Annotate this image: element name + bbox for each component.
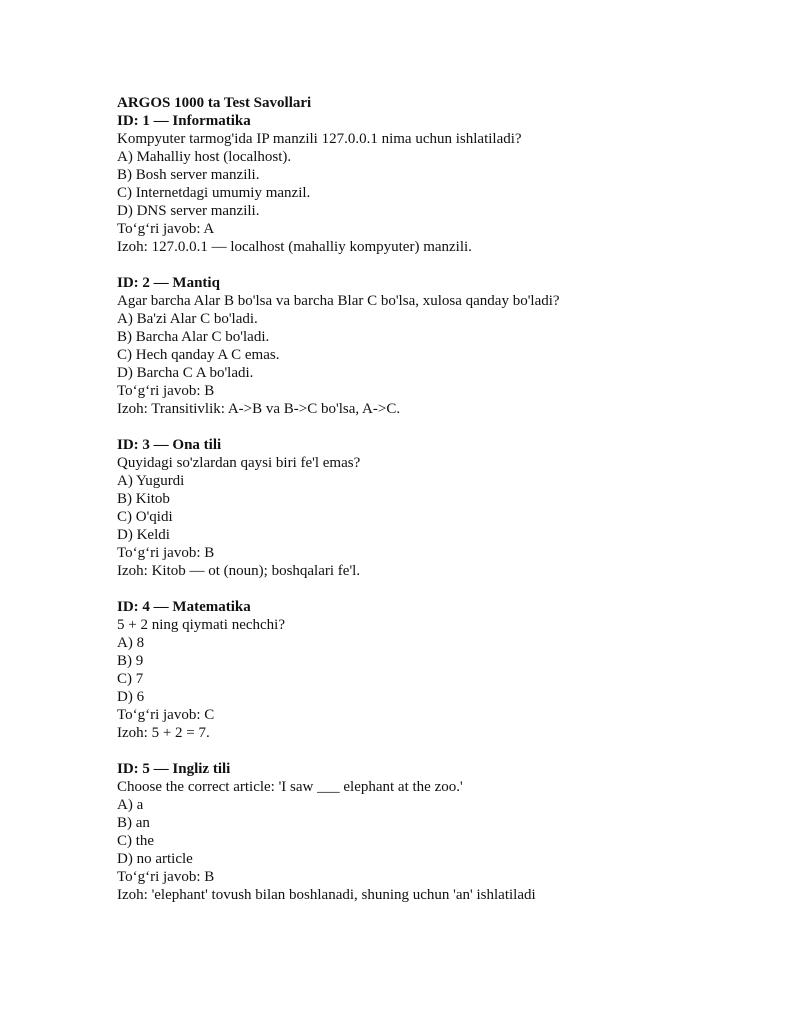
explanation: Izoh: 5 + 2 = 7. xyxy=(117,725,210,741)
document-page xyxy=(117,94,757,904)
option-d: D) DNS server manzili. xyxy=(117,203,260,219)
correct-answer: To‘g‘ri javob: B xyxy=(117,383,215,399)
explanation: Izoh: 'elephant' tovush bilan boshlanadi, shuning uchun 'an' ishlatiladi xyxy=(117,887,536,903)
document-title: ARGOS 1000 ta Test Savollari xyxy=(117,95,312,111)
option-b: B) Barcha Alar C bo'ladi. xyxy=(117,329,270,345)
question-text: 5 + 2 ning qiymati nechchi? xyxy=(117,617,286,633)
question-block-3 xyxy=(117,436,757,580)
question-heading: ID: 1 — Informatika xyxy=(117,113,251,129)
explanation: Izoh: Kitob — ot (noun); boshqalari fe'l. xyxy=(117,563,361,579)
question-block-4 xyxy=(117,598,757,742)
explanation: Izoh: 127.0.0.1 — localhost (mahalliy kompyuter) manzili. xyxy=(117,239,472,255)
question-text: Choose the correct article: 'I saw ___ elephant at the zoo.' xyxy=(117,779,463,795)
option-a: A) 8 xyxy=(117,635,145,651)
question-block-2 xyxy=(117,274,757,418)
option-a: A) Mahalliy host (localhost). xyxy=(117,149,292,165)
block-spacer xyxy=(117,256,757,274)
option-a: A) a xyxy=(117,797,144,813)
option-c: C) Hech qanday A C emas. xyxy=(117,347,280,363)
correct-answer: To‘g‘ri javob: B xyxy=(117,869,215,885)
question-heading: ID: 4 — Matematika xyxy=(117,599,251,615)
option-b: B) 9 xyxy=(117,653,144,669)
question-heading: ID: 5 — Ingliz tili xyxy=(117,761,231,777)
option-a: A) Ba'zi Alar C bo'ladi. xyxy=(117,311,258,327)
block-spacer xyxy=(117,418,757,436)
question-block-5 xyxy=(117,760,757,904)
question-heading: ID: 2 — Mantiq xyxy=(117,275,220,291)
block-spacer xyxy=(117,742,757,760)
option-a: A) Yugurdi xyxy=(117,473,185,489)
option-b: B) Bosh server manzili. xyxy=(117,167,260,183)
option-d: D) Barcha C A bo'ladi. xyxy=(117,365,254,381)
option-c: C) the xyxy=(117,833,155,849)
option-d: D) Keldi xyxy=(117,527,170,543)
option-d: D) 6 xyxy=(117,689,145,705)
option-c: C) Internetdagi umumiy manzil. xyxy=(117,185,311,201)
option-c: C) 7 xyxy=(117,671,144,687)
question-text: Kompyuter tarmog'ida IP manzili 127.0.0.1 nima uchun ishlatiladi? xyxy=(117,131,522,147)
correct-answer: To‘g‘ri javob: A xyxy=(117,221,215,237)
option-c: C) O'qidi xyxy=(117,509,173,525)
explanation: Izoh: Transitivlik: A->B va B->C bo'lsa, A->C. xyxy=(117,401,401,417)
question-block-1 xyxy=(117,112,757,256)
question-text: Agar barcha Alar B bo'lsa va barcha Blar C bo'lsa, xulosa qanday bo'ladi? xyxy=(117,293,560,309)
correct-answer: To‘g‘ri javob: B xyxy=(117,545,215,561)
question-heading: ID: 3 — Ona tili xyxy=(117,437,222,453)
question-text: Quyidagi so'zlardan qaysi biri fe'l emas? xyxy=(117,455,361,471)
block-spacer xyxy=(117,580,757,598)
option-b: B) an xyxy=(117,815,150,831)
option-b: B) Kitob xyxy=(117,491,170,507)
correct-answer: To‘g‘ri javob: C xyxy=(117,707,215,723)
option-d: D) no article xyxy=(117,851,193,867)
